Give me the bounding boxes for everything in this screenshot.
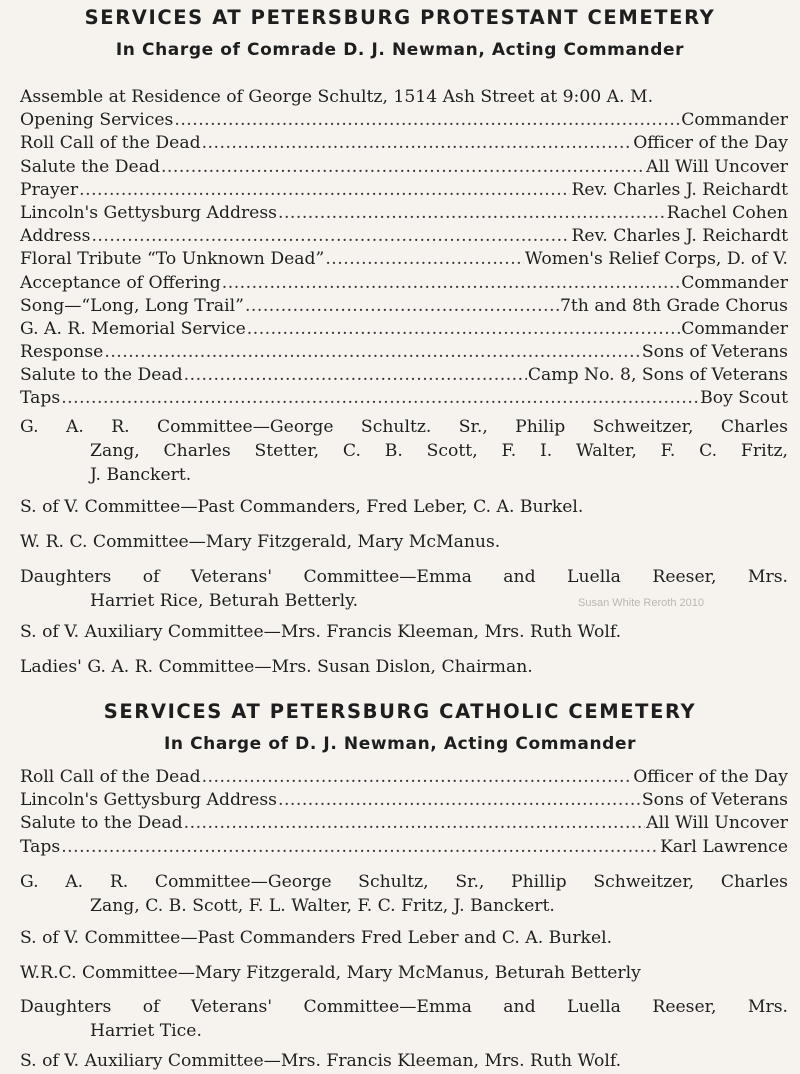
leader-dots bbox=[278, 789, 641, 812]
leader-dots bbox=[91, 225, 570, 248]
program-performer: Commander bbox=[681, 110, 788, 131]
committee-entry bbox=[20, 495, 788, 519]
committee-entry bbox=[20, 1049, 788, 1073]
leader-dots bbox=[61, 387, 699, 410]
committee-line: Zang, C. B. Scott, F. L. Walter, F. C. Fritz, J. Banckert. bbox=[90, 896, 555, 916]
program-performer: Rachel Cohen bbox=[666, 202, 788, 223]
protestant-program bbox=[20, 86, 788, 411]
program-item: Song—“Long, Long Trail” bbox=[20, 295, 244, 316]
leader-dots bbox=[161, 156, 645, 179]
program-performer: All Will Uncover bbox=[646, 156, 788, 177]
program-performer: All Will Uncover bbox=[646, 813, 788, 834]
committee-line: G. A. R. Committee—George Schultz, Sr., Phillip Schweitzer, Charles bbox=[20, 872, 788, 892]
program-item: Roll Call of the Dead bbox=[20, 133, 201, 154]
program-performer: Officer of the Day bbox=[633, 133, 788, 154]
committee-line: W. R. C. Committee—Mary Fitzgerald, Mary McManus. bbox=[20, 532, 501, 552]
committee-entry bbox=[20, 620, 788, 644]
committee-line: Daughters of Veterans' Committee—Emma and Luella Reeser, Mrs. bbox=[20, 567, 788, 587]
program-item: Opening Services bbox=[20, 110, 174, 131]
committee-entry bbox=[20, 655, 788, 679]
program-row bbox=[20, 836, 788, 859]
program-row bbox=[20, 341, 788, 364]
leader-dots bbox=[61, 836, 659, 859]
leader-dots bbox=[79, 179, 570, 202]
program-item: Acceptance of Offering bbox=[20, 272, 221, 293]
program-row bbox=[20, 225, 788, 248]
program-performer: Rev. Charles J. Reichardt bbox=[571, 226, 788, 247]
catholic-program bbox=[20, 766, 788, 859]
committee-line: S. of V. Committee—Past Commanders, Fred Leber, C. A. Burkel. bbox=[20, 497, 584, 517]
program-item: Taps bbox=[20, 388, 61, 409]
leader-dots bbox=[202, 132, 633, 155]
leader-dots bbox=[247, 318, 680, 341]
program-item: Address bbox=[20, 226, 91, 247]
committee-line: Harriet Tice. bbox=[90, 1021, 202, 1041]
program-row bbox=[20, 387, 788, 410]
committee-entry bbox=[20, 926, 788, 950]
program-item: Roll Call of the Dead bbox=[20, 767, 201, 787]
committee-line: G. A. R. Committee—George Schultz. Sr., Philip Schweitzer, Charles bbox=[20, 417, 788, 437]
program-performer: Commander bbox=[681, 272, 788, 293]
program-performer: Officer of the Day bbox=[633, 767, 788, 787]
watermark: Susan White Reroth 2010 bbox=[578, 597, 704, 609]
program-performer: Women's Relief Corps, D. of V. bbox=[524, 249, 788, 270]
program-row bbox=[20, 156, 788, 179]
program-performer: Sons of Veterans bbox=[641, 342, 788, 363]
committee-line: Daughters of Veterans' Committee—Emma and Luella Reeser, Mrs. bbox=[20, 997, 788, 1017]
leader-dots bbox=[278, 202, 666, 225]
leader-dots bbox=[184, 364, 527, 387]
program-item: G. A. R. Memorial Service bbox=[20, 318, 246, 339]
program-item: Taps bbox=[20, 836, 61, 857]
committee-line: W.R.C. Committee—Mary Fitzgerald, Mary McManus, Beturah Betterly bbox=[20, 963, 641, 983]
program-row bbox=[20, 132, 788, 155]
leader-dots bbox=[325, 248, 524, 271]
committee-line: Ladies' G. A. R. Committee—Mrs. Susan Dislon, Chairman. bbox=[20, 657, 533, 677]
program-row bbox=[20, 318, 788, 341]
committee-entry bbox=[20, 415, 788, 487]
program-item: Prayer bbox=[20, 179, 79, 200]
committee-line: S. of V. Auxiliary Committee—Mrs. Francis Kleeman, Mrs. Ruth Wolf. bbox=[20, 622, 622, 642]
program-performer: Rev. Charles J. Reichardt bbox=[571, 179, 788, 200]
program-item: Lincoln's Gettysburg Address bbox=[20, 202, 277, 223]
leader-dots bbox=[184, 812, 646, 835]
program-item: Response bbox=[20, 342, 104, 363]
program-row bbox=[20, 202, 788, 225]
assemble-line: Assemble at Residence of George Schultz, 1514 Ash Street at 9:00 A. M. bbox=[20, 87, 654, 107]
committee-entry bbox=[20, 995, 788, 1043]
program-row bbox=[20, 109, 788, 132]
program-row bbox=[20, 364, 788, 387]
committee-line: S. of V. Committee—Past Commanders Fred Leber and C. A. Burkel. bbox=[20, 928, 613, 948]
program-row bbox=[20, 179, 788, 202]
program-performer: Camp No. 8, Sons of Veterans bbox=[527, 365, 788, 386]
program-item: Salute the Dead bbox=[20, 156, 160, 177]
protestant-subtitle: In Charge of Comrade D. J. Newman, Acting Commander bbox=[115, 40, 685, 60]
protestant-title: SERVICES AT PETERSBURG PROTESTANT CEMETERY bbox=[84, 6, 716, 29]
committee-entry bbox=[20, 961, 788, 985]
committee-entry bbox=[20, 530, 788, 554]
leader-dots bbox=[174, 109, 680, 132]
leader-dots bbox=[222, 272, 680, 295]
program-row bbox=[20, 295, 788, 318]
leader-dots bbox=[104, 341, 641, 364]
program-item: Floral Tribute “To Unknown Dead” bbox=[20, 249, 325, 270]
program-row bbox=[20, 248, 788, 271]
program-performer: Commander bbox=[681, 318, 788, 339]
committee-line: J. Banckert. bbox=[90, 465, 192, 485]
program-performer: Karl Lawrence bbox=[660, 836, 788, 857]
program-row bbox=[20, 812, 788, 835]
program-performer: 7th and 8th Grade Chorus bbox=[559, 295, 788, 316]
catholic-title: SERVICES AT PETERSBURG CATHOLIC CEMETERY bbox=[103, 700, 697, 723]
catholic-subtitle: In Charge of D. J. Newman, Acting Commander bbox=[163, 734, 637, 754]
program-item: Salute to the Dead bbox=[20, 813, 183, 834]
leader-dots bbox=[245, 295, 559, 318]
committee-entry bbox=[20, 870, 788, 918]
program-item: Salute to the Dead bbox=[20, 365, 183, 386]
program-row bbox=[20, 766, 788, 789]
program-performer: Boy Scout bbox=[700, 388, 788, 409]
committee-line: Harriet Rice, Beturah Betterly. bbox=[90, 591, 359, 611]
program-performer: Sons of Veterans bbox=[641, 790, 788, 811]
program-row bbox=[20, 789, 788, 812]
program-row bbox=[20, 272, 788, 295]
committee-line: S. of V. Auxiliary Committee—Mrs. Francis Kleeman, Mrs. Ruth Wolf. bbox=[20, 1051, 622, 1071]
program-item: Lincoln's Gettysburg Address bbox=[20, 790, 277, 811]
leader-dots bbox=[202, 766, 633, 789]
committee-line: Zang, Charles Stetter, C. B. Scott, F. I. Walter, F. C. Fritz, bbox=[90, 441, 788, 461]
